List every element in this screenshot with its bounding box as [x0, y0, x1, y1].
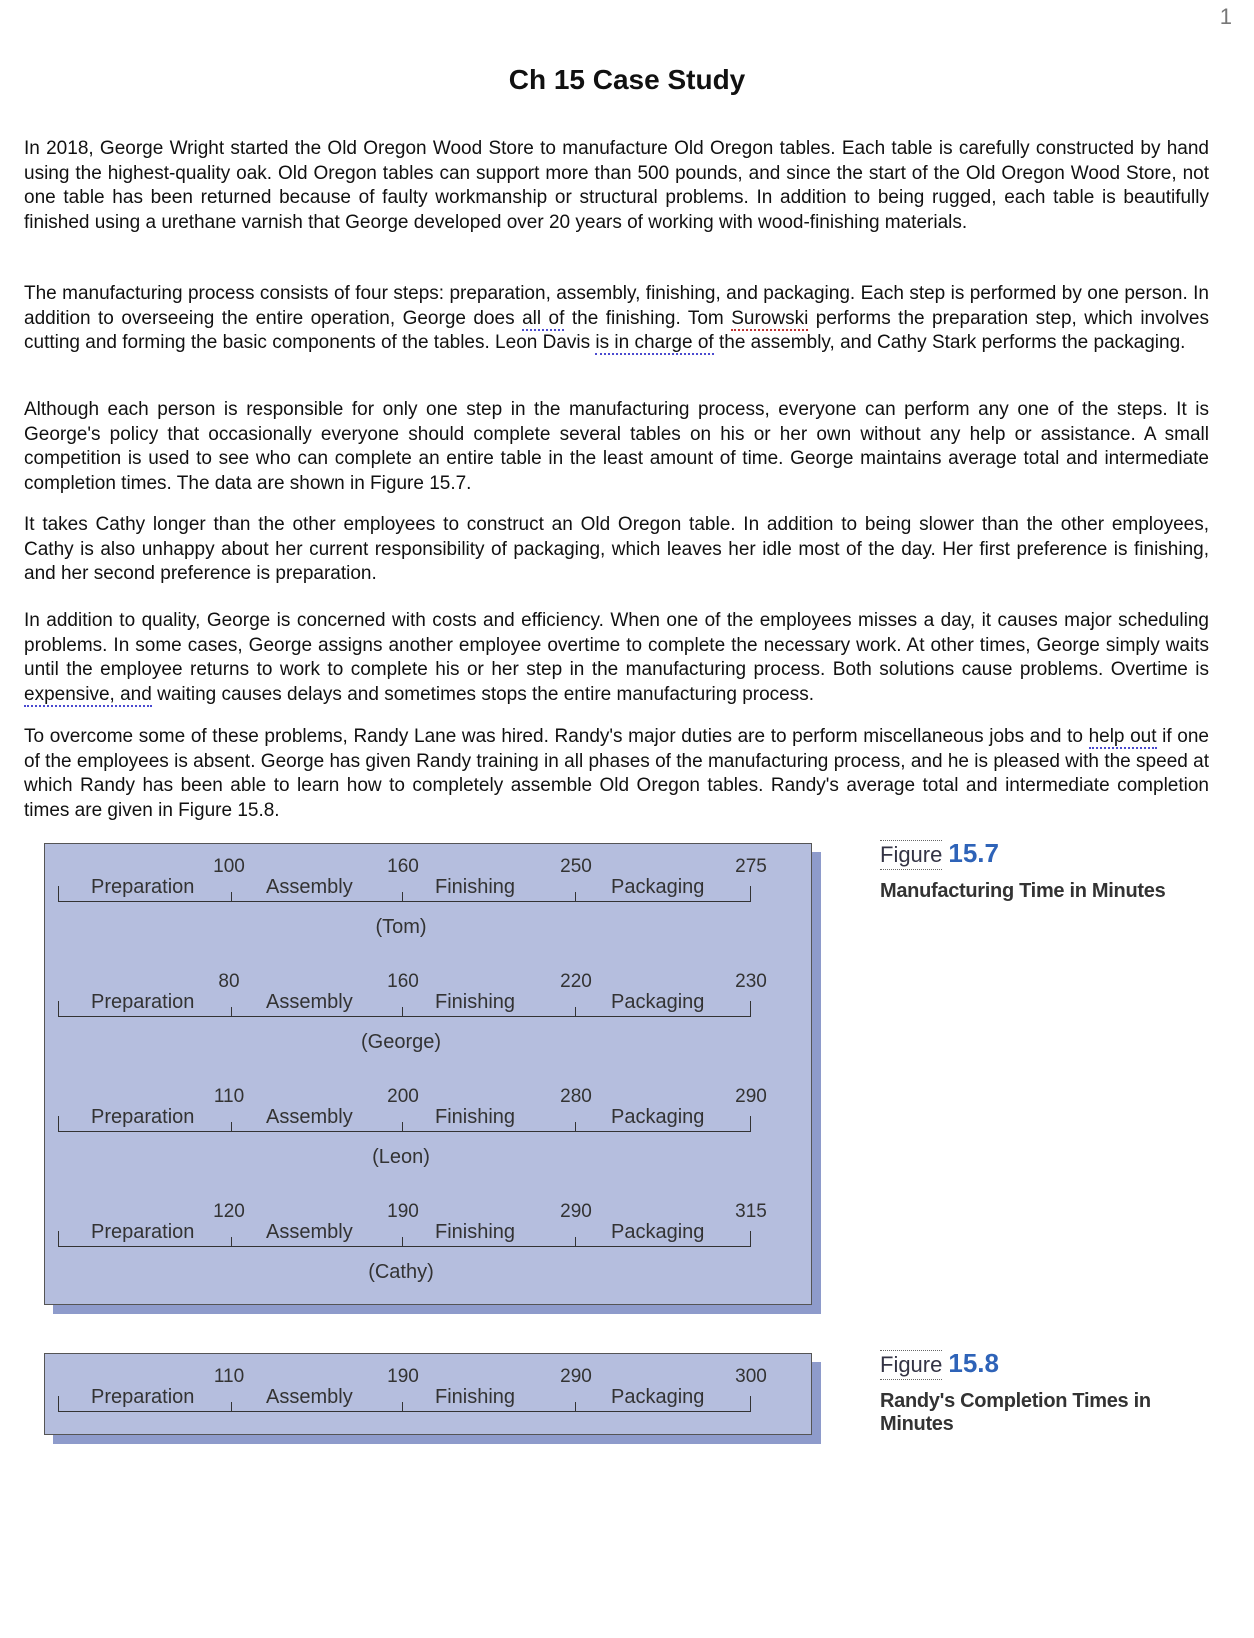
cumulative-time: 280	[560, 1086, 592, 1107]
worker-name: (Cathy)	[368, 1261, 434, 1283]
step-label: Finishing	[435, 1221, 516, 1243]
page-title: Ch 15 Case Study	[508, 64, 746, 95]
timeline-row	[45, 1195, 811, 1315]
timeline-baseline	[58, 1016, 750, 1017]
step-tick	[231, 1007, 232, 1017]
step-tick	[575, 1402, 576, 1412]
page-number: 1	[1219, 4, 1232, 29]
grammar-underline[interactable]: expensive, and	[24, 683, 152, 705]
step-tick	[575, 1007, 576, 1017]
step-tick	[402, 1237, 403, 1247]
figure-15-7-box	[44, 843, 812, 1305]
cumulative-time: 160	[387, 971, 419, 992]
step-tick	[402, 1007, 403, 1017]
paragraph-1: In 2018, George Wright started the Old Oregon Wood Store to manufacture Old Oregon tables. Each table is carefully constructed by hand using the highest-quality oak. Old Oregon tables can support more than 500 pounds, and since the start of the Old Oregon Wood Store, not one table has been returned because of faulty workmanship or structural problems. In addition to being rugged, each table is beautifully finished using a urethane varnish that George developed over 20 years of working with wood-finishing materials.	[24, 138, 1209, 233]
end-tick	[750, 1396, 751, 1412]
timeline-row	[45, 965, 811, 1085]
step-label: Finishing	[435, 991, 516, 1013]
cumulative-time: 300	[735, 1366, 767, 1387]
step-label: Assembly	[266, 991, 353, 1013]
timeline-row	[45, 850, 811, 970]
step-label: Assembly	[266, 1221, 353, 1243]
step-label: Preparation	[91, 1106, 195, 1128]
step-tick	[575, 892, 576, 902]
cumulative-time: 110	[213, 1366, 245, 1387]
figure-15-8-box	[44, 1353, 812, 1435]
timeline-row	[45, 1080, 811, 1200]
worker-name: (Tom)	[375, 916, 427, 938]
start-tick	[58, 1001, 59, 1017]
figure-15-7-caption	[880, 838, 1220, 903]
step-tick	[231, 1402, 232, 1412]
end-tick	[750, 1116, 751, 1132]
paragraph-3: Although each person is responsible for only one step in the manufacturing process, everyone can perform any one of the steps. It is George's policy that occasionally everyone should complete several tables on his or her own without any help or assistance. A small competition is used to see who can complete an entire table in the least amount of time. George maintains average total and intermediate completion times. The data are shown in Figure 15.7.	[24, 399, 1209, 494]
timeline-baseline	[58, 1131, 750, 1132]
step-tick	[402, 1402, 403, 1412]
grammar-underline[interactable]: all of	[522, 307, 565, 329]
figure-number: 15.7	[948, 838, 999, 868]
step-label: Finishing	[435, 876, 516, 898]
cumulative-time: 100	[213, 856, 245, 877]
step-label: Finishing	[435, 1106, 516, 1128]
cumulative-time: 80	[218, 971, 240, 992]
cumulative-time: 110	[213, 1086, 245, 1107]
figure-title: Manufacturing Time in Minutes	[880, 880, 1166, 902]
cumulative-time: 315	[735, 1201, 767, 1222]
step-label: Preparation	[91, 876, 195, 898]
timeline-baseline	[58, 901, 750, 902]
paragraph-6: To overcome some of these problems, Randy Lane was hired. Randy's major duties are to perform miscellaneous jobs and to help out if one of the employees is absent. George has given Randy training in all phases of the manufacturing process, and he is pleased with the speed at which Randy has been able to learn how to completely assemble Old Oregon tables. Randy's average total and intermediate completion times are given in Figure 15.8.	[24, 726, 1209, 821]
step-label: Packaging	[611, 876, 705, 898]
figure-number: 15.8	[948, 1348, 999, 1378]
grammar-underline[interactable]: help out	[1088, 726, 1157, 747]
start-tick	[58, 1116, 59, 1132]
step-label: Assembly	[266, 1106, 353, 1128]
paragraph-4: It takes Cathy longer than the other employees to construct an Old Oregon table. In addition to being slower than the other employees, Cathy is also unhappy about her current responsibility of packaging, which leaves her idle most of the day. Her first preference is finishing, and her second preference is preparation.	[24, 514, 1209, 584]
spelling-underline[interactable]: Surowski	[731, 307, 809, 329]
step-label: Preparation	[91, 1221, 195, 1243]
step-label: Packaging	[611, 1221, 705, 1243]
end-tick	[750, 1001, 751, 1017]
cumulative-time: 275	[735, 856, 767, 877]
cumulative-time: 190	[387, 1201, 419, 1222]
figure-label: Figure	[880, 840, 942, 870]
cumulative-time: 250	[560, 856, 592, 877]
end-tick	[750, 886, 751, 902]
step-label: Assembly	[266, 1386, 353, 1408]
step-label: Finishing	[435, 1386, 516, 1408]
figure-label: Figure	[880, 1350, 942, 1380]
paragraph-5: In addition to quality, George is concerned with costs and efficiency. When one of the employees misses a day, it causes major scheduling problems. In some cases, George assigns another employee overtime to complete the necessary work. At other times, George simply waits until the employee returns to work to complete his or her step in the manufacturing process. Both solutions cause problems. Overtime is expensive, and waiting causes delays and sometimes stops the entire manufacturing process.	[24, 610, 1209, 705]
step-label: Packaging	[611, 1106, 705, 1128]
start-tick	[58, 1231, 59, 1247]
timeline-baseline	[58, 1246, 750, 1247]
end-tick	[750, 1231, 751, 1247]
step-tick	[575, 1237, 576, 1247]
step-tick	[575, 1122, 576, 1132]
start-tick	[58, 886, 59, 902]
timeline-row	[45, 1360, 811, 1480]
step-tick	[231, 1237, 232, 1247]
figure-15-8-caption	[880, 1348, 1220, 1436]
cumulative-time: 290	[735, 1086, 767, 1107]
step-tick	[231, 892, 232, 902]
step-tick	[231, 1122, 232, 1132]
cumulative-time: 200	[387, 1086, 419, 1107]
grammar-underline[interactable]: is in charge of	[595, 332, 714, 353]
cumulative-time: 160	[387, 856, 419, 877]
paragraph-2: The manufacturing process consists of four steps: preparation, assembly, finishing, and packaging. Each step is performed by one person. In addition to overseeing the entire operation, George does all of the finishing. Tom Surowski performs the preparation step, which involves cutting and forming the basic components of the tables. Leon Davis is in charge of the assembly, and Cathy Stark performs the packaging.	[24, 283, 1209, 353]
step-label: Preparation	[91, 991, 195, 1013]
timeline-baseline	[58, 1411, 750, 1412]
step-tick	[402, 892, 403, 902]
worker-name: (George)	[360, 1031, 442, 1053]
cumulative-time: 120	[213, 1201, 245, 1222]
cumulative-time: 220	[560, 971, 592, 992]
cumulative-time: 230	[735, 971, 767, 992]
figure-title: Randy's Completion Times in Minutes	[880, 1390, 1151, 1435]
start-tick	[58, 1396, 59, 1412]
cumulative-time: 290	[560, 1201, 592, 1222]
step-label: Preparation	[91, 1386, 195, 1408]
cumulative-time: 290	[560, 1366, 592, 1387]
cumulative-time: 190	[387, 1366, 419, 1387]
step-label: Packaging	[611, 991, 705, 1013]
step-label: Packaging	[611, 1386, 705, 1408]
step-tick	[402, 1122, 403, 1132]
step-label: Assembly	[266, 876, 353, 898]
worker-name: (Leon)	[372, 1146, 430, 1168]
